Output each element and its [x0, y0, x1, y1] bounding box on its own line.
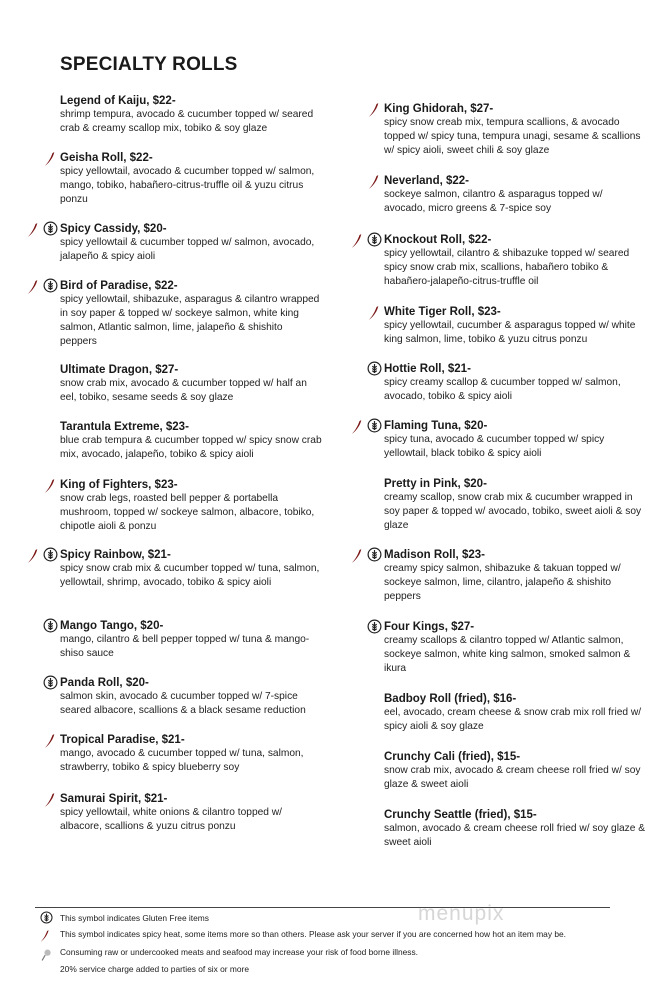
item-description: blue crab tempura & cucumber topped w/ spicy snow crab mix, avocado, jalapeño, tobiko & spicy aioli [60, 435, 322, 460]
item-description: spicy creamy scallop & cucumber topped w/ salmon, avocado, tobiko & spicy aioli [384, 377, 621, 402]
gluten-free-icon [367, 361, 382, 376]
watermark: menupix [418, 902, 505, 925]
item-description: spicy yellowtail, cucumber & asparagus topped w/ white king salmon, lime, tobiko & yuzu citrus ponzu [384, 320, 636, 345]
item-description: spicy yellowtail, shibazuke, asparagus & cilantro wrapped in soy paper & topped w/ sockeye salmon, white king salmon, Atlantic salmon, lime, jalapeño & shishito peppers [60, 294, 320, 347]
item-name: Samurai Spirit, $21- [60, 793, 168, 805]
menu-item [384, 305, 646, 347]
chili-pepper-icon [351, 418, 365, 436]
item-description: mango, cilantro & bell pepper topped w/ tuna & mango-shiso sauce [60, 634, 310, 659]
item-name: Crunchy Seattle (fried), $15- [384, 809, 537, 821]
menu-item [384, 750, 646, 792]
gluten-free-icon [43, 547, 58, 562]
item-description: mango, avocado & cucumber topped w/ tuna, salmon, strawberry, tobiko & spicy blueberry soy [60, 748, 304, 773]
item-description: spicy yellowtail, avocado & cucumber topped w/ salmon, mango, tobiko, habañero-citrus-truffle oil & yuzu citrus ponzu [60, 166, 315, 205]
menu-item [60, 478, 322, 534]
item-name: Legend of Kaiju, $22- [60, 95, 176, 107]
menu-item [384, 362, 646, 404]
chili-pepper-icon [368, 173, 382, 191]
gluten-free-icon [43, 221, 58, 236]
item-name: Tropical Paradise, $21- [60, 734, 185, 746]
item-name: Flaming Tuna, $20- [384, 420, 488, 432]
gluten-free-icon [43, 675, 58, 690]
menu-item [384, 419, 646, 461]
item-name: White Tiger Roll, $23- [384, 306, 501, 318]
menu-item [60, 151, 322, 207]
gluten-free-icon [43, 278, 58, 293]
menu-item [60, 733, 322, 775]
menu-item [60, 222, 322, 264]
item-name: Neverland, $22- [384, 175, 470, 187]
gluten-free-icon [367, 418, 382, 433]
chili-pepper-icon [44, 791, 58, 809]
gluten-free-icon [40, 911, 53, 924]
page-title: SPECIALTY ROLLS [60, 54, 238, 75]
chili-pepper-icon [351, 547, 365, 565]
raw-food-legend: Consuming raw or undercooked meats and seafood may increase your risk of food borne illness. [60, 947, 418, 957]
menu-item [60, 94, 322, 136]
item-description: spicy yellowtail, white onions & cilantro topped w/ albacore, scallions & yuzu citrus ponzu [60, 807, 282, 832]
item-name: Mango Tango, $20- [60, 620, 164, 632]
chili-pepper-icon [27, 547, 41, 565]
menu-item [60, 548, 322, 590]
item-description: eel, avocado, cream cheese & snow crab mix roll fried w/ spicy aioli & soy glaze [384, 707, 642, 732]
menu-item [384, 174, 646, 216]
item-name: King Ghidorah, $27- [384, 103, 494, 115]
item-name: Geisha Roll, $22- [60, 152, 153, 164]
menu-item [384, 808, 646, 850]
item-description: spicy tuna, avocado & cucumber topped w/ spicy yellowtail, black tobiko & spicy aioli [384, 434, 605, 459]
service-charge-legend: 20% service charge added to parties of six or more [60, 964, 249, 974]
item-description: snow crab legs, roasted bell pepper & portabella mushroom, topped w/ sockeye salmon, albacore, tobiko, chipotle aioli & ponzu [60, 493, 315, 532]
item-name: Madison Roll, $23- [384, 549, 485, 561]
item-description: creamy spicy salmon, shibazuke & takuan topped w/ sockeye salmon, lime, cilantro, jalapeño & shishito peppers [384, 563, 621, 602]
menu-item [384, 620, 646, 676]
menu-item [60, 420, 322, 462]
item-name: Tarantula Extreme, $23- [60, 421, 189, 433]
item-name: Spicy Rainbow, $21- [60, 549, 171, 561]
footer-divider [35, 907, 610, 908]
item-name: Bird of Paradise, $22- [60, 280, 178, 292]
item-name: Ultimate Dragon, $27- [60, 364, 179, 376]
chili-pepper-icon [27, 221, 41, 239]
chili-pepper-icon [44, 477, 58, 495]
chili-pepper-icon [368, 101, 382, 119]
item-description: sockeye salmon, cilantro & asparagus topped w/ avocado, micro greens & 7-spice soy [384, 189, 603, 214]
menu-item [384, 233, 646, 289]
gluten-free-icon [367, 232, 382, 247]
item-description: snow crab mix, avocado & cream cheese roll fried w/ soy glaze & sweet aioli [384, 765, 641, 790]
item-name: Four Kings, $27- [384, 621, 475, 633]
item-description: shrimp tempura, avocado & cucumber topped w/ seared crab & creamy scallop mix, tobiko & soy glaze [60, 109, 314, 134]
gluten-free-icon [367, 547, 382, 562]
item-description: snow crab mix, avocado & cucumber topped w/ half an eel, tobiko, sesame seeds & soy glaze [60, 378, 307, 403]
item-name: Crunchy Cali (fried), $15- [384, 751, 521, 763]
item-name: Pretty in Pink, $20- [384, 478, 487, 490]
item-description: salmon, avocado & cream cheese roll fried w/ soy glaze & sweet aioli [384, 823, 646, 848]
item-name: Panda Roll, $20- [60, 677, 149, 689]
menu-item [60, 279, 322, 349]
item-description: spicy yellowtail, cilantro & shibazuke topped w/ seared spicy snow crab mix, scallions, habañero tobiko & habañero-jalapeño-citrus-truffle oil [384, 248, 630, 287]
menu-item [384, 477, 646, 533]
menu-item [60, 619, 322, 661]
chili-pepper-icon [40, 929, 50, 943]
gluten-free-icon [367, 619, 382, 634]
item-description: creamy scallops & cilantro topped w/ Atlantic salmon, sockeye salmon, white king salmon, smoked salmon & ikura [384, 635, 631, 674]
menu-item [384, 692, 646, 734]
chili-pepper-icon [44, 732, 58, 750]
item-name: Badboy Roll (fried), $16- [384, 693, 517, 705]
chili-pepper-icon [368, 304, 382, 322]
item-description: spicy yellowtail & cucumber topped w/ salmon, avocado, jalapeño & spicy aioli [60, 237, 315, 262]
item-description: spicy snow crab mix & cucumber topped w/ tuna, salmon, yellowtail, shrimp, avocado, tobiko & spicy aioli [60, 563, 320, 588]
gluten-free-legend: This symbol indicates Gluten Free items [60, 913, 209, 923]
menu-item [60, 363, 322, 405]
item-name: Knockout Roll, $22- [384, 234, 492, 246]
menu-item [60, 676, 322, 718]
item-description: creamy scallop, snow crab mix & cucumber wrapped in soy paper & topped w/ avocado, tobiko, sweet aioli & soy glaze [384, 492, 642, 531]
item-name: King of Fighters, $23- [60, 479, 178, 491]
raw-food-icon [40, 948, 52, 962]
chili-pepper-icon [27, 278, 41, 296]
menu-item [384, 102, 646, 158]
item-name: Hottie Roll, $21- [384, 363, 471, 375]
item-description: spicy snow creab mix, tempura scallions, & avocado topped w/ spicy tuna, tempura unagi, sesame & scallions w/ spicy aioli, sweet chili & soy glaze [384, 117, 641, 156]
item-description: salmon skin, avocado & cucumber topped w/ 7-spice seared albacore, scallions & a black sesame reduction [60, 691, 306, 716]
menu-item [60, 792, 322, 834]
item-name: Spicy Cassidy, $20- [60, 223, 167, 235]
chili-pepper-icon [351, 232, 365, 250]
chili-pepper-icon [44, 150, 58, 168]
gluten-free-icon [43, 618, 58, 633]
menu-item [384, 548, 646, 604]
spicy-legend: This symbol indicates spicy heat, some items more so than others. Please ask your server if you are concerned how hot an item may be. [60, 929, 566, 939]
